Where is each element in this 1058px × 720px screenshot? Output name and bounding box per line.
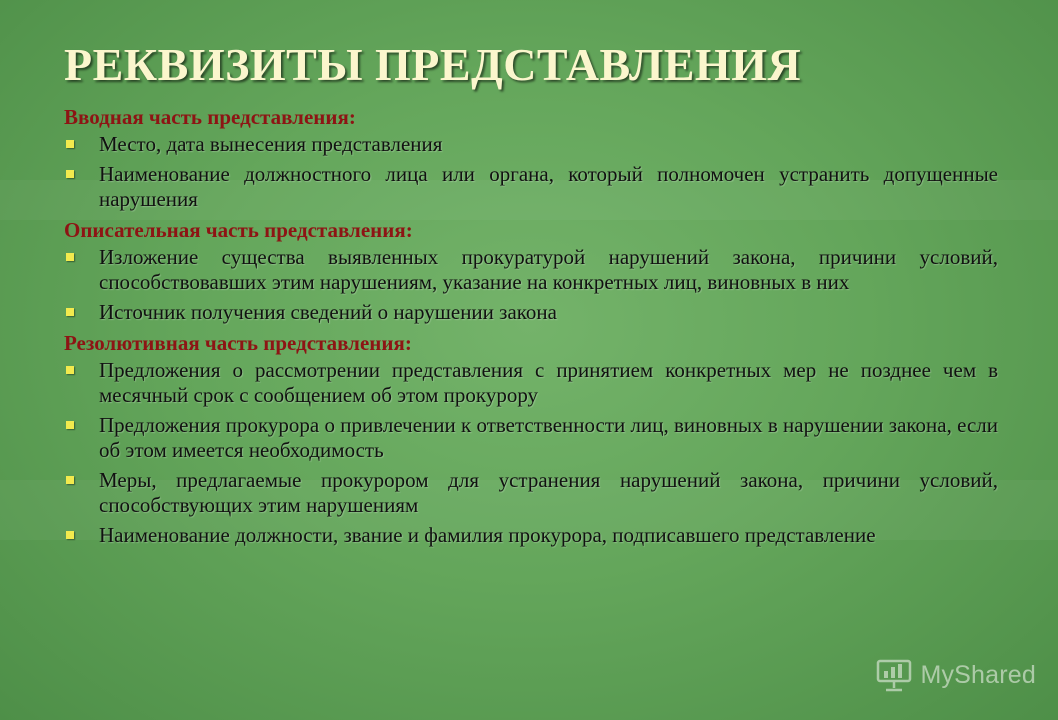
square-bullet-icon bbox=[66, 476, 74, 484]
slide-title: РЕКВИЗИТЫ ПРЕДСТАВЛЕНИЯ bbox=[64, 39, 802, 90]
section-heading: Вводная часть представления: bbox=[64, 105, 356, 129]
section-resolutive bbox=[64, 330, 998, 548]
list-item-text: Предложения о рассмотрении представления с принятием конкретных мер не позднее чем в месячный срок с сообщением об этом прокурору bbox=[99, 358, 998, 407]
list-item-text: Место, дата вынесения представления bbox=[99, 132, 443, 156]
section-descriptive bbox=[64, 217, 998, 325]
list-item bbox=[64, 523, 998, 548]
section-heading: Резолютивная часть представления: bbox=[64, 331, 412, 355]
list-item-text: Предложения прокурора о привлечении к ответственности лиц, виновных в нарушении закона, если об этом имеется необходимость bbox=[99, 413, 998, 462]
section-heading: Описательная часть представления: bbox=[64, 218, 413, 242]
square-bullet-icon bbox=[66, 531, 74, 539]
list-item-text: Наименование должностного лица или органа, который полномочен устранить допущенные нарушения bbox=[99, 162, 998, 211]
list-item bbox=[64, 468, 998, 518]
list-item-text: Наименование должности, звание и фамилия прокурора, подписавшего представление bbox=[99, 523, 876, 547]
list-item-text: Меры, предлагаемые прокурором для устранения нарушений закона, причини условий, способствующих этим нарушениям bbox=[99, 468, 998, 517]
list-item bbox=[64, 300, 998, 325]
square-bullet-icon bbox=[66, 421, 74, 429]
list-item-text: Источник получения сведений о нарушении закона bbox=[99, 300, 557, 324]
list-item-text: Изложение существа выявленных прокуратурой нарушений закона, причини условий, способствовавших этим нарушениям, указание на конкретных лиц, виновных в них bbox=[99, 245, 998, 294]
list-item bbox=[64, 358, 998, 408]
square-bullet-icon bbox=[66, 366, 74, 374]
section-introductory bbox=[64, 104, 998, 212]
square-bullet-icon bbox=[66, 170, 74, 178]
presentation-board-icon bbox=[876, 658, 912, 692]
list-item bbox=[64, 162, 998, 212]
list-item bbox=[64, 413, 998, 463]
watermark-text: MyShared bbox=[920, 660, 1036, 689]
square-bullet-icon bbox=[66, 308, 74, 316]
slide-content bbox=[64, 104, 998, 553]
square-bullet-icon bbox=[66, 140, 74, 148]
square-bullet-icon bbox=[66, 253, 74, 261]
list-item bbox=[64, 245, 998, 295]
watermark-logo bbox=[876, 658, 1036, 692]
list-item bbox=[64, 132, 998, 157]
